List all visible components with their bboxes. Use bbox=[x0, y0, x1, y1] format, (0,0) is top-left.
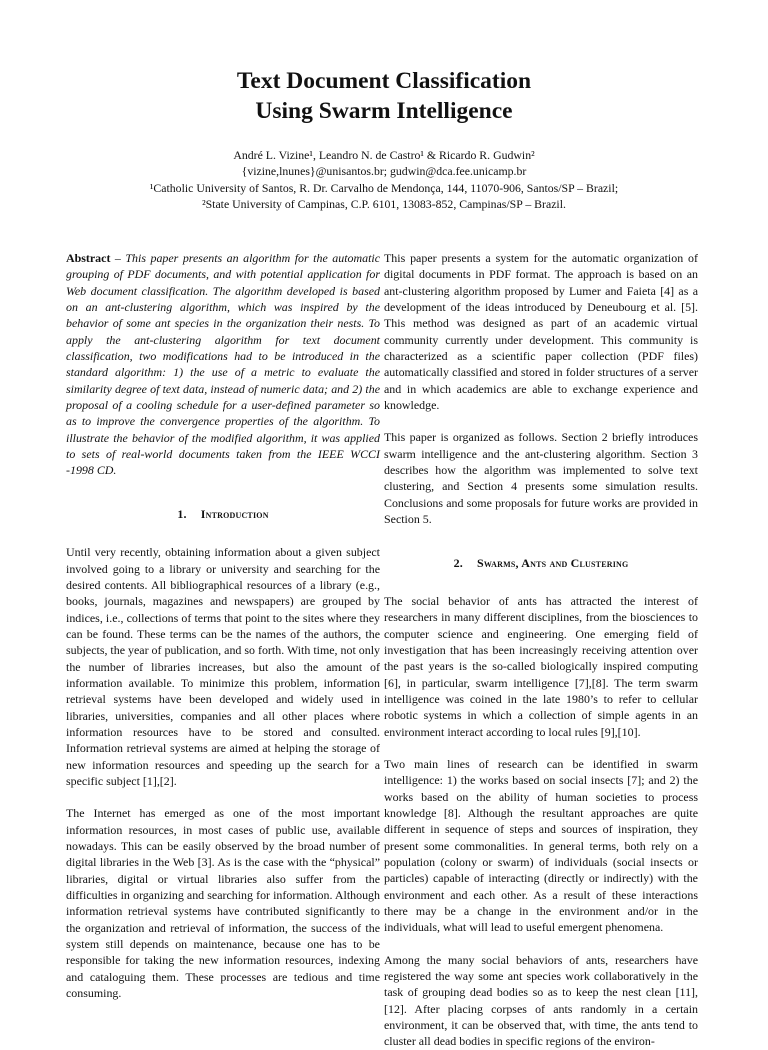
abstract-dash: – bbox=[110, 251, 126, 265]
intro-paragraph-1: Until very recently, obtaining information about a given subject involved going to a library or university and searching for the desired contents. All bibliographical resources of a library (e.g., books, journals, magazines and newspapers) are grouped by indices, i.e., collections of terms that point to the sites where they can be found. These terms can be the names of the authors, the subjects, the year of publication, and so forth. With time, not only the number of libraries increases, but also the amount of information available. To minimize this problem, information retrieval systems have been developed and widely used in libraries, universities, companies and all other places where information resources have to be stored and consulted. Information retrieval systems are aimed at helping the storage of new information resources and speeding up the search for a specific subject [1],[2]. bbox=[66, 545, 380, 788]
intro-paragraph-3: This paper presents a system for the automatic organization of digital documents in PDF format. The approach is based on an ant-clustering algorithm proposed by Lumer and Faieta [4] as a development of the ideas introduced by Deneubourg et al. [5]. This method was designed as part of an academic virtual community currently under development. This community is characterized as a scientific paper collection (PDF files) automatically classified and stored in folder structures of a server and in which academics are able to exchange experience and knowledge. bbox=[384, 251, 698, 413]
author-block bbox=[0, 147, 768, 213]
right-column bbox=[384, 250, 698, 1050]
section-1-number: 1. bbox=[177, 506, 187, 521]
section-2-title: Swarms, Ants and Clustering bbox=[476, 555, 629, 570]
affiliation-2: ²State University of Campinas, C.P. 6101, 13083-852, Campinas/SP – Brazil. bbox=[202, 197, 566, 212]
title-line-2: Using Swarm Intelligence bbox=[255, 98, 513, 124]
affiliation-1: ¹Catholic University of Santos, R. Dr. Carvalho de Mendonça, 144, 11070-906, Santos/SP – Brazil; bbox=[149, 180, 619, 195]
author-names: André L. Vizine¹, Leandro N. de Castro¹ & Ricardo R. Gudwin² bbox=[233, 148, 535, 162]
left-column bbox=[66, 250, 380, 1001]
section-2-number: 2. bbox=[453, 555, 463, 570]
swarms-paragraph-3: Among the many social behaviors of ants, researchers have registered the way some ant species work collaboratively in the task of grouping dead bodies so as to keep the nest clean [11],[12]. After placing corpses of ants randomly in a certain environment, it can be observed that, with time, the ants tend to cluster all dead bodies in specific regions of the environ- bbox=[384, 952, 698, 1049]
title-line-1: Text Document Classification bbox=[236, 68, 532, 94]
paper-title bbox=[0, 66, 768, 126]
abstract-label: Abstract bbox=[66, 251, 111, 265]
intro-paragraph-2: The Internet has emerged as one of the most important information resources, in most cases of public use, available nowadays. This can be easily observed by the broad number of digital libraries in the Web [3]. As is the case with the “physical” libraries, digital or virtual libraries also suffer from the difficulties in organizing and searching for information. Although information retrieval systems have contributed significantly to the organization and retrieval of information, the success of the system still depends on maintenance, because one has to be responsible for taking the new information resources, indexing and cataloguing them. These processes are tedious and time consuming. bbox=[66, 806, 380, 1001]
section-1-title: Introduction bbox=[200, 506, 269, 521]
abstract-text: This paper presents an algorithm for the automatic grouping of PDF documents, and with potential application for Web document classification. The algorithm developed is based on an ant-clustering algorithm, which was inspired by the behavior of some ant species in the organization their nests. To apply the ant-clustering algorithm for text document classification, two modifications had to be introduced in the standard algorithm: 1) the use of a metric to evaluate the similarity degree of text data, instead of numeric data; and 2) the proposal of a cooling schedule for a user-defined parameter so as to improve the convergence properties of the algorithm. To illustrate the behavior of the modified algorithm, it was applied to sets of real-world documents taken from the IEEE WCCI -1998 CD. bbox=[66, 251, 380, 478]
swarms-paragraph-1: The social behavior of ants has attracted the interest of researchers in many different disciplines, from the biosciences to computer science and engineering. One emerging field of investigation that has been increasingly receiving attention over the past years is the so-called biologically inspired computing [6], in particular, swarm intelligence [7],[8]. The term swarm intelligence was coined in the late 1980’s to refer to cellular robotic systems in which a collection of simple agents in an environment interact according to local rules [9],[10]. bbox=[384, 593, 698, 739]
abstract bbox=[66, 250, 380, 479]
swarms-paragraph-2: Two main lines of research can be identified in swarm intelligence: 1) the works based on social insects [7]; and 2) the works based on the ability of human societies to process knowledge [8]. Although the resultant approaches are quite different in sequence of steps and sources of inspiration, they present some commonalities. In general terms, both rely on a population (colony or swarm) of individuals (social insects or particles) capable of interacting (directly or indirectly) with the environment and each other. As a result of these interactions there may be a change in the environment and/or in the individuals, what will lead to useful emergent phenomena. bbox=[384, 756, 698, 935]
intro-paragraph-4: This paper is organized as follows. Section 2 briefly introduces swarm intelligence and the ant-clustering algorithm. Section 3 describes how the algorithm was implemented to solve text clustering, and Section 4 presents some simulation results. Conclusions and some proposals for future works are provided in Section 5. bbox=[384, 430, 698, 527]
author-emails: {vizine,lnunes}@unisantos.br; gudwin@dca.fee.unicamp.br bbox=[241, 164, 527, 179]
section-1-heading bbox=[66, 506, 380, 522]
section-2-heading bbox=[384, 555, 698, 571]
